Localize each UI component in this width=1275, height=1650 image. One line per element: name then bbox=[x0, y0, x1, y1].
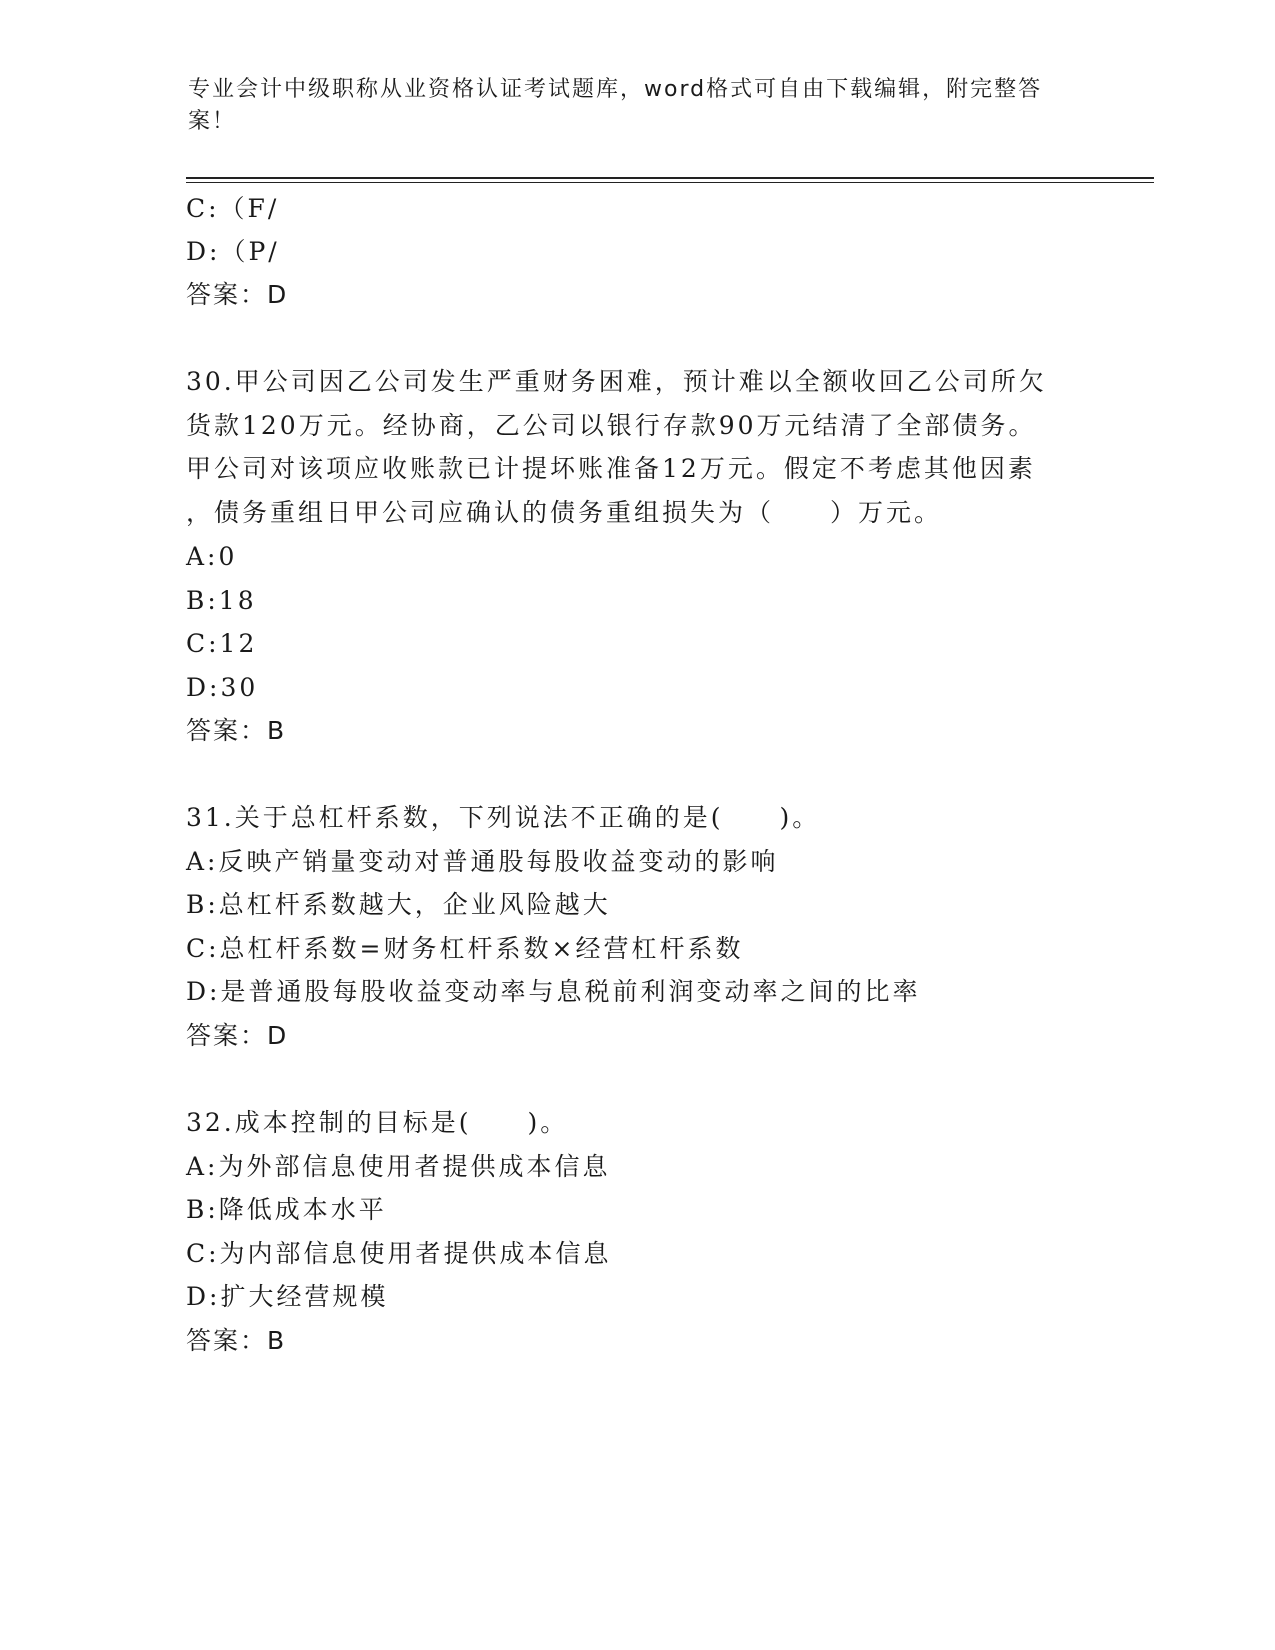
question-31-option-c: C:总杠杆系数=财务杠杆系数×经营杠杆系数 bbox=[186, 934, 744, 963]
question-31-option-a: A:反映产销量变动对普通股每股收益变动的影响 bbox=[186, 847, 779, 876]
question-32-answer: 答案：B bbox=[186, 1326, 287, 1355]
question-30-line-3: 甲公司对该项应收账款已计提坏账准备12万元。假定不考虑其他因素 bbox=[186, 454, 1036, 483]
question-30-line-4: ，债务重组日甲公司应确认的债务重组损失为（ ）万元。 bbox=[186, 498, 943, 527]
option-c: C:（F/ bbox=[186, 194, 280, 223]
question-30-option-d: D:30 bbox=[186, 673, 259, 702]
header-divider-thin bbox=[186, 182, 1154, 183]
question-31-option-b: B:总杠杆系数越大，企业风险越大 bbox=[186, 890, 611, 919]
question-32-option-b: B:降低成本水平 bbox=[186, 1195, 387, 1224]
question-30-line-2: 货款120万元。经协商，乙公司以银行存款90万元结清了全部债务。 bbox=[186, 411, 1037, 440]
question-30-line-1: 30.甲公司因乙公司发生严重财务困难，预计难以全额收回乙公司所欠 bbox=[186, 367, 1047, 396]
question-31-stem: 31.关于总杠杆系数，下列说法不正确的是( )。 bbox=[186, 803, 821, 832]
question-32-option-d: D:扩大经营规模 bbox=[186, 1282, 389, 1311]
question-32-option-a: A:为外部信息使用者提供成本信息 bbox=[186, 1152, 611, 1181]
question-32-stem: 32.成本控制的目标是( )。 bbox=[186, 1108, 569, 1137]
option-d: D:（P/ bbox=[186, 237, 280, 266]
header-divider bbox=[186, 177, 1154, 179]
document-header: 专业会计中级职称从业资格认证考试题库，word格式可自由下载编辑，附完整答案！ bbox=[188, 77, 1043, 134]
question-30-option-c: C:12 bbox=[186, 629, 258, 658]
question-31-answer: 答案：D bbox=[186, 1021, 289, 1050]
answer-text: 答案：D bbox=[186, 280, 289, 309]
question-30-option-a: A:0 bbox=[186, 542, 238, 571]
question-31-option-d: D:是普通股每股收益变动率与息税前利润变动率之间的比率 bbox=[186, 977, 921, 1006]
question-30-answer: 答案：B bbox=[186, 716, 287, 745]
question-32-option-c: C:为内部信息使用者提供成本信息 bbox=[186, 1239, 612, 1268]
question-30-option-b: B:18 bbox=[186, 586, 257, 615]
